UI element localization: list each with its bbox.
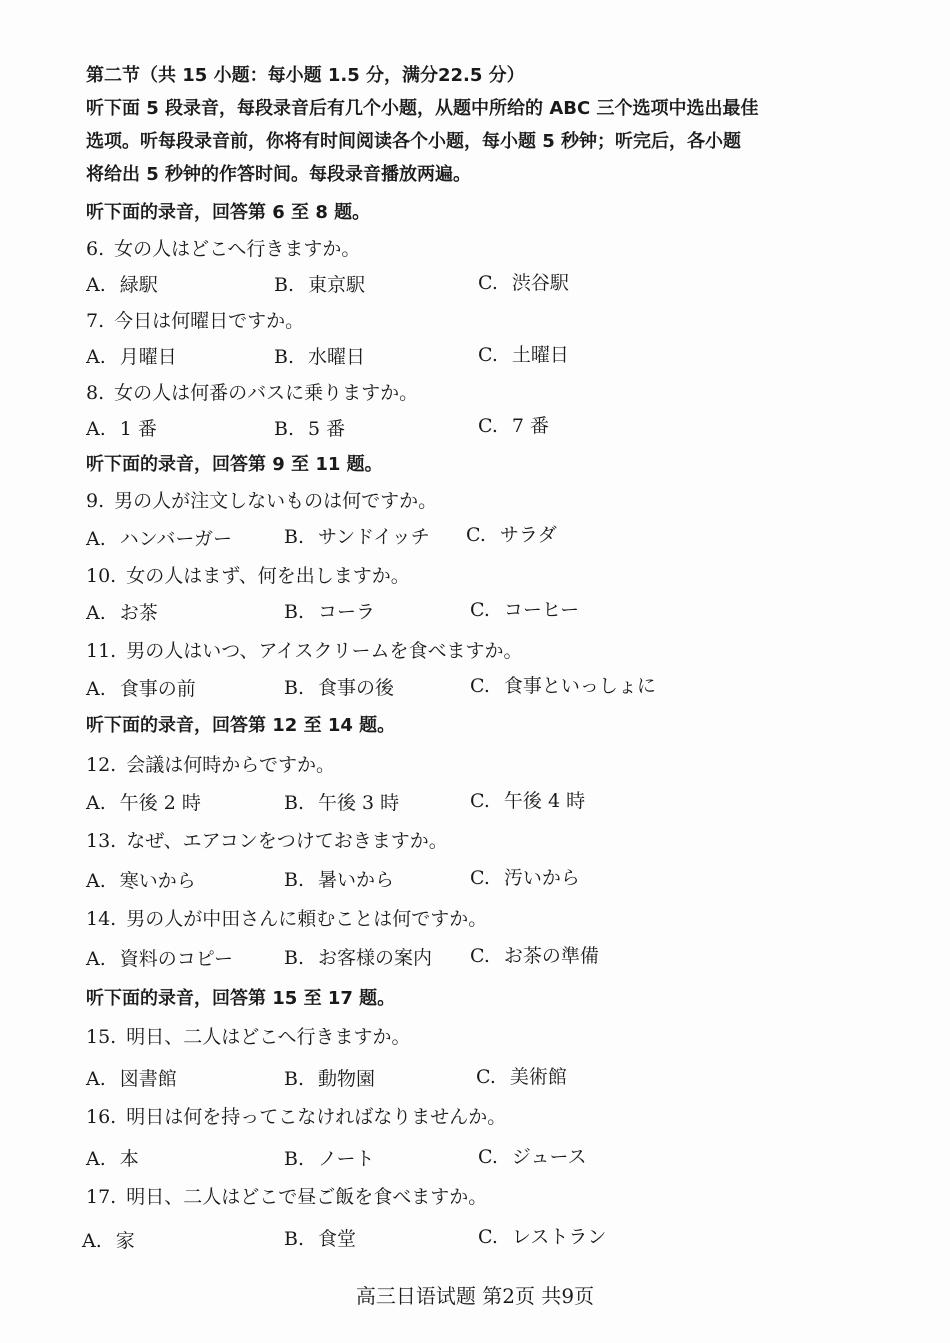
option-a <box>86 524 232 551</box>
question-16 <box>86 1102 506 1129</box>
option-letter: C. <box>470 867 490 889</box>
question-15 <box>86 1022 410 1049</box>
group-heading: 听下面的录音，回答第 9 至 11 题。 <box>86 454 383 475</box>
option-letter: B. <box>274 418 295 440</box>
question-number: 11. <box>86 640 117 662</box>
option-text: 渋谷駅 <box>511 272 569 294</box>
question-number: 16. <box>86 1106 117 1128</box>
option-letter: A. <box>86 346 106 368</box>
question-text: 男の人が注文しないものは何ですか。 <box>114 490 438 512</box>
option-letter: B. <box>284 526 305 548</box>
option-text: 東京駅 <box>308 274 366 296</box>
question-text: 会議は何時からですか。 <box>126 754 336 776</box>
option-a <box>86 598 158 625</box>
question-text: 男の人はいつ、アイスクリームを食べますか。 <box>126 640 523 662</box>
question-text: 明日は何を持ってこなければなりませんか。 <box>126 1106 507 1128</box>
option-text: 家 <box>115 1230 135 1252</box>
option-text: サラダ <box>499 524 557 546</box>
instructions-line: 将给出 5 秒钟的作答时间。每段录音播放两遍。 <box>86 164 472 185</box>
option-text: レストラン <box>511 1226 607 1248</box>
option-c <box>478 1222 606 1249</box>
option-letter: A. <box>86 418 106 440</box>
option-b <box>284 943 432 970</box>
option-c <box>470 863 580 890</box>
option-text: コーラ <box>318 601 376 623</box>
question-number: 12. <box>86 754 117 776</box>
option-text: 午後 4 時 <box>503 790 586 812</box>
instructions-line: 选项。听每段录音前，你将有时间阅读各个小题，每小题 5 秒钟；听完后，各小题 <box>86 131 742 152</box>
option-letter: B. <box>284 947 305 969</box>
option-letter: C. <box>470 945 490 967</box>
option-c <box>470 941 599 968</box>
question-12 <box>86 750 335 777</box>
option-a <box>86 1144 139 1171</box>
option-b <box>284 597 375 624</box>
question-number: 6. <box>86 238 105 260</box>
option-letter: B. <box>284 1228 305 1250</box>
question-9 <box>86 486 437 513</box>
question-text: 明日、二人はどこへ行きますか。 <box>126 1026 411 1048</box>
option-text: 午後 3 時 <box>318 792 400 814</box>
option-b <box>284 1224 356 1251</box>
option-text: サンドイッチ <box>318 526 430 548</box>
option-text: 5 番 <box>308 418 346 440</box>
option-text: 土曜日 <box>511 344 569 366</box>
option-b <box>284 522 430 549</box>
group-heading: 听下面的录音，回答第 6 至 8 题。 <box>86 202 371 223</box>
option-c <box>478 1142 587 1169</box>
option-letter: A. <box>82 1230 102 1252</box>
question-8 <box>86 378 418 405</box>
option-text: 午後 2 時 <box>119 792 201 814</box>
option-letter: B. <box>284 869 305 891</box>
option-letter: C. <box>478 272 498 294</box>
option-letter: A. <box>86 1148 106 1170</box>
option-letter: A. <box>86 870 106 892</box>
option-c <box>470 671 656 698</box>
question-text: 女の人はどこへ行きますか。 <box>114 238 361 260</box>
option-a <box>82 1226 135 1253</box>
option-text: 1 番 <box>119 418 157 440</box>
option-text: 食事といっしょに <box>503 675 656 697</box>
option-letter: C. <box>478 415 498 437</box>
option-a <box>86 342 177 369</box>
option-c <box>466 520 557 547</box>
option-b <box>274 270 365 297</box>
question-7 <box>86 306 304 333</box>
group-heading: 听下面的录音，回答第 15 至 17 题。 <box>86 988 396 1009</box>
question-number: 17. <box>86 1186 117 1208</box>
option-b <box>284 1064 375 1091</box>
option-letter: A. <box>86 528 106 550</box>
option-text: 月曜日 <box>119 346 177 368</box>
option-b <box>284 1144 374 1171</box>
option-c <box>478 340 569 367</box>
question-number: 10. <box>86 565 117 587</box>
option-a <box>86 674 196 701</box>
question-number: 13. <box>86 830 117 852</box>
option-letter: C. <box>470 675 490 697</box>
option-text: 美術館 <box>509 1066 567 1088</box>
option-text: ノート <box>318 1148 375 1170</box>
section-header: 第二节（共 15 小题：每小题 1.5 分，满分22.5 分） <box>86 65 525 86</box>
option-letter: C. <box>478 1226 498 1248</box>
option-a <box>86 414 157 441</box>
option-letter: C. <box>470 599 490 621</box>
question-10 <box>86 561 410 588</box>
option-letter: C. <box>478 344 498 366</box>
option-a <box>86 944 233 971</box>
question-6 <box>86 234 360 261</box>
question-14 <box>86 904 487 931</box>
option-text: ジュース <box>511 1146 587 1168</box>
option-b <box>274 342 365 369</box>
option-c <box>470 595 579 622</box>
option-c <box>478 411 549 438</box>
option-letter: B. <box>284 601 305 623</box>
page-footer: 高三日语试题 第2页 共9页 <box>355 1284 595 1308</box>
group-heading: 听下面的录音，回答第 12 至 14 题。 <box>86 715 396 736</box>
option-text: 寒いから <box>119 870 196 892</box>
option-text: 本 <box>119 1148 139 1170</box>
option-a <box>86 866 196 893</box>
option-text: 水曜日 <box>308 346 366 368</box>
option-text: 資料のコピー <box>119 948 234 970</box>
option-text: 食堂 <box>318 1228 357 1250</box>
option-letter: A. <box>86 792 106 814</box>
instructions <box>86 92 876 191</box>
option-c <box>470 786 585 813</box>
option-text: コーヒー <box>503 599 580 621</box>
option-b <box>274 414 345 441</box>
question-number: 9. <box>86 490 105 512</box>
option-text: 緑駅 <box>119 274 158 296</box>
question-13 <box>86 826 448 853</box>
question-number: 8. <box>86 382 105 404</box>
option-letter: B. <box>274 346 295 368</box>
option-a <box>86 270 158 297</box>
question-text: 女の人は何番のバスに乗りますか。 <box>114 382 419 404</box>
option-letter: C. <box>478 1146 498 1168</box>
question-number: 15. <box>86 1026 117 1048</box>
option-letter: B. <box>284 1068 305 1090</box>
option-text: 食事の後 <box>318 677 395 699</box>
option-letter: B. <box>284 792 305 814</box>
option-letter: A. <box>86 602 106 624</box>
option-b <box>284 788 399 815</box>
option-text: ハンバーガー <box>119 528 233 550</box>
question-number: 7. <box>86 310 105 332</box>
option-letter: A. <box>86 1068 106 1090</box>
question-number: 14. <box>86 908 117 930</box>
question-text: 男の人が中田さんに頼むことは何ですか。 <box>126 908 488 930</box>
option-text: 食事の前 <box>119 678 196 700</box>
option-letter: C. <box>476 1066 496 1088</box>
option-text: 7 番 <box>511 415 550 437</box>
option-c <box>476 1062 567 1089</box>
option-letter: B. <box>284 1148 305 1170</box>
question-text: なぜ、エアコンをつけておきますか。 <box>126 830 448 852</box>
question-text: 今日は何曜日ですか。 <box>114 310 305 332</box>
option-b <box>284 865 394 892</box>
option-letter: B. <box>274 274 295 296</box>
question-11 <box>86 636 523 663</box>
option-c <box>478 268 569 295</box>
instructions-line: 听下面 5 段录音，每段录音后有几个小题，从题中所给的 ABC 三个选项中选出最佳 <box>86 98 759 119</box>
question-text: 女の人はまず、何を出しますか。 <box>126 565 410 587</box>
option-text: 暑いから <box>318 869 395 891</box>
option-b <box>284 673 394 700</box>
option-a <box>86 788 201 815</box>
option-letter: A. <box>86 948 106 970</box>
question-17 <box>86 1182 487 1209</box>
option-text: お茶 <box>119 602 158 624</box>
option-text: お客様の案内 <box>318 947 433 969</box>
option-letter: C. <box>466 524 486 546</box>
option-letter: A. <box>86 274 106 296</box>
option-letter: B. <box>284 677 305 699</box>
option-text: お茶の準備 <box>503 945 599 967</box>
option-letter: C. <box>470 790 490 812</box>
option-text: 動物園 <box>318 1068 376 1090</box>
option-text: 汚いから <box>503 867 580 889</box>
question-text: 明日、二人はどこで昼ご飯を食べますか。 <box>126 1186 488 1208</box>
option-letter: A. <box>86 678 106 700</box>
option-a <box>86 1064 177 1091</box>
option-text: 図書館 <box>119 1068 177 1090</box>
